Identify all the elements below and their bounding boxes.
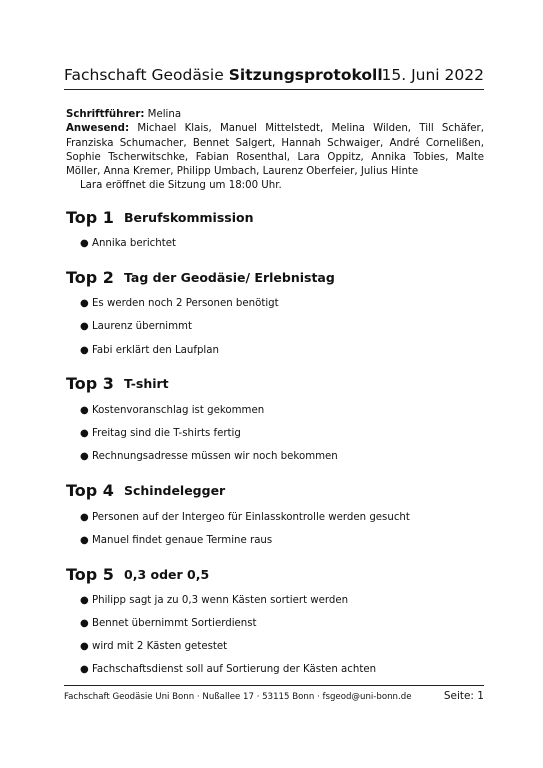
list-item: ● Personen auf der Intergeo für Einlasskontrolle werden gesucht (80, 512, 410, 523)
top-3-heading (66, 374, 169, 394)
bullet-icon: ● (80, 451, 89, 462)
bullet-icon: ● (80, 321, 89, 332)
bullet-icon: ● (80, 428, 89, 439)
top-title: Tag der Geodäsie/ Erlebnistag (124, 270, 335, 285)
bullet-icon: ● (80, 618, 89, 629)
top-number: Top 1 (66, 208, 114, 227)
present-label: Anwesend: (66, 123, 130, 135)
opening-line: Lara eröffnet die Sitzung um 18:00 Uhr. (80, 180, 282, 192)
bullet-icon: ● (80, 664, 89, 675)
list-item: ● Manuel findet genaue Termine raus (80, 535, 273, 546)
footer-rule (64, 685, 484, 686)
top-number: Top 2 (66, 268, 114, 287)
bullet-icon: ● (80, 238, 89, 249)
bullet-icon: ● (80, 298, 89, 309)
bullet-icon: ● (80, 512, 89, 523)
bullet-icon: ● (80, 405, 89, 416)
present-list: Michael Klais, Manuel Mittelstedt, Melina Wilden, Till Schäfer, Franziska Schumacher, Bennet Salgert, Hannah Schwaiger, André Cornelißen, Sophie Tscherwitschke, Fabian Rosenthal, Lara Oppitz, Annika Tobies, Malte Möller, Anna Kremer, Philipp Umbach, Laurenz Oberfeier, Julius Hinte (66, 123, 484, 178)
list-item: ● Rechnungsadresse müssen wir noch bekommen (80, 451, 338, 462)
top-title: 0,3 oder 0,5 (124, 567, 210, 582)
top-4-heading (66, 481, 226, 501)
list-item: ● Es werden noch 2 Personen benötigt (80, 298, 279, 309)
bullet-icon: ● (80, 535, 89, 546)
top-title: T-shirt (124, 376, 169, 391)
writer-label: Schriftführer: (66, 109, 145, 120)
header-title: Sitzungsprotokoll (228, 66, 383, 84)
writer-name: Melina (147, 109, 182, 120)
header-date: 15. Juni 2022 (381, 66, 484, 84)
page-footer (64, 691, 484, 703)
footer-address: Fachschaft Geodäsie Uni Bonn · Nußallee 17 · 53115 Bonn · fsgeod@uni-bonn.de (64, 692, 412, 702)
bullet-icon: ● (80, 345, 89, 356)
list-item: ● Kostenvoranschlag ist gekommen (80, 405, 265, 416)
list-item: ● Bennet übernimmt Sortierdienst (80, 618, 257, 629)
top-number: Top 3 (66, 374, 114, 393)
bullet-icon: ● (80, 641, 89, 652)
top-number: Top 4 (66, 481, 114, 500)
list-item: ● Annika berichtet (80, 238, 176, 249)
top-title: Berufskommission (124, 210, 254, 225)
list-item: ● Laurenz übernimmt (80, 321, 192, 332)
list-item: ● wird mit 2 Kästen getestet (80, 641, 228, 652)
header-org: Fachschaft Geodäsie (64, 66, 224, 84)
bullet-icon: ● (80, 595, 89, 606)
page-number: Seite: 1 (443, 690, 484, 702)
top-1-heading (66, 208, 254, 228)
list-item: ● Philipp sagt ja zu 0,3 wenn Kästen sortiert werden (80, 595, 349, 606)
page-header (64, 64, 484, 86)
top-number: Top 5 (66, 565, 114, 584)
list-item: ● Fachschaftsdienst soll auf Sortierung der Kästen achten (80, 664, 377, 675)
header-rule (64, 89, 484, 90)
list-item: ● Fabi erklärt den Laufplan (80, 345, 219, 356)
top-2-heading (66, 268, 335, 288)
meta-block (66, 108, 484, 194)
top-title: Schindelegger (124, 483, 226, 498)
top-5-heading (66, 565, 210, 585)
list-item: ● Freitag sind die T-shirts fertig (80, 428, 241, 439)
